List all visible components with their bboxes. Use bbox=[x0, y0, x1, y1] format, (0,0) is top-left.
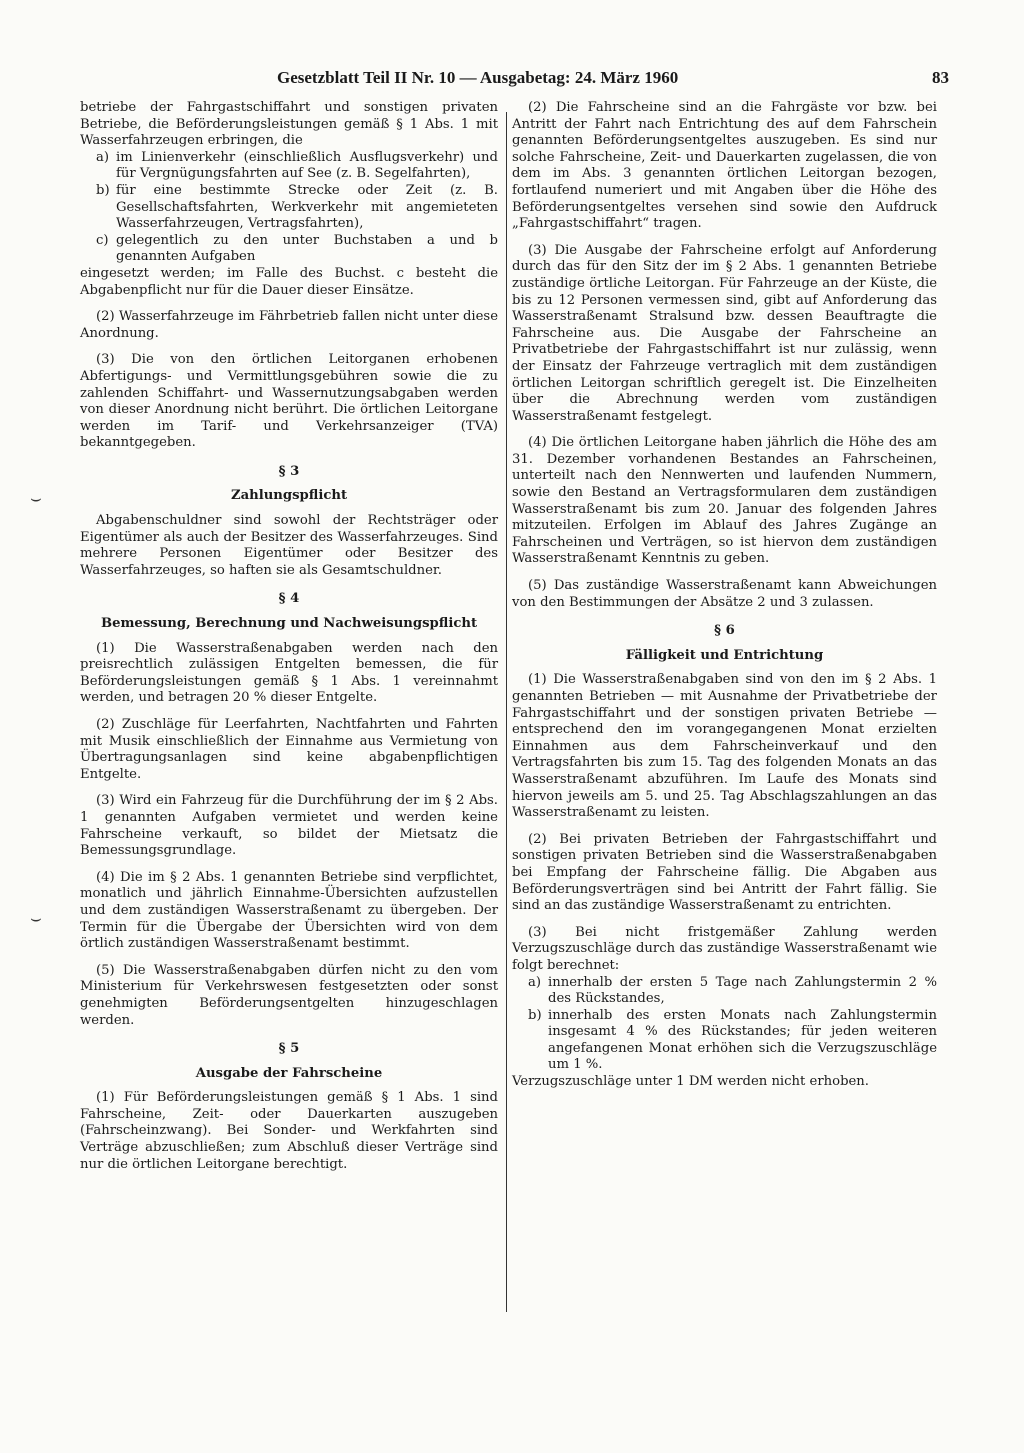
list-label: a) bbox=[96, 149, 110, 165]
list-label: c) bbox=[96, 232, 109, 248]
list-item bbox=[528, 975, 937, 1008]
right-column bbox=[512, 100, 937, 1101]
list-label: a) bbox=[528, 974, 542, 990]
list-label: b) bbox=[528, 1007, 542, 1023]
paragraph: (3) Bei nicht fristgemäßer Zahlung werden Verzugszuschläge durch das zuständige Wasserstraßenamt wie folgt berechnet: bbox=[512, 924, 937, 973]
list-item bbox=[528, 1008, 937, 1074]
paragraph: (5) Das zuständige Wasserstraßenamt kann Abweichungen von den Bestimmungen der Absätze 2 und 3 zulassen. bbox=[512, 578, 937, 610]
paragraph: (5) Die Wasserstraßenabgaben dürfen nicht zu den vom Ministerium für Verkehrswesen festgesetzten oder sonst genehmigten Beförderungsentgelten hinzugeschlagen werden. bbox=[80, 962, 498, 1028]
paragraph: (4) Die örtlichen Leitorgane haben jährlich die Höhe des am 31. Dezember vorhandenen Bestandes an Fahrscheinen, unterteilt nach den Nennwerten und laufenden Nummern, sowie den Bestand an Vertragsformularen dem zuständigen Wasserstraßenamt bis zum 20. Januar des folgenden Jahres mitzuteilen. Erfolgen im Ablauf des Jahres Zugänge an Fahrscheinen und Verträgen, so ist hiervon dem zuständigen Wasserstraßenamt Kenntnis zu geben. bbox=[512, 435, 937, 567]
paragraph: (3) Die Ausgabe der Fahrscheine erfolgt auf Anforderung durch das für den Sitz der im § 2 Abs. 1 genannten Betriebe zuständige örtliche Leitorgan. Für Fahrzeuge an der Küste, die bis zu 12 Personen vermessen sind, gibt auf Anforderung das Wasserstraßenamt Stralsund bzw. dessen Beauftragte die Fahrscheine aus. Die Ausgabe der Fahrscheine an Privatbetriebe der Fahrgastschiffahrt ist nur zulässig, wenn der Einsatz der Fahrzeuge vertraglich mit dem zuständigen örtlichen Leitorgan schriftlich geregelt ist. Die Einzelheiten über die Abrechnung werden vom zuständigen Wasserstraßenamt festgelegt. bbox=[512, 242, 937, 424]
gazette-title: Gesetzblatt Teil II Nr. 10 — Ausgabetag: 24. März 1960 bbox=[277, 68, 679, 87]
section-heading: Ausgabe der Fahrscheine bbox=[195, 1065, 383, 1081]
list-text: gelegentlich zu den unter Buchstaben a und b genannten Aufgaben bbox=[116, 232, 498, 265]
paragraph: (3) Die von den örtlichen Leitorganen erhobenen Abfertigungs- und Vermittlungsgebühren sowie die zu zahlenden Schiffahrt- und Wassernutzungsabgaben werden von dieser Anordnung nicht berührt. Die örtlichen Leitorgane werden im Tarif- und Verkehrsanzeiger (TVA) bekanntgegeben. bbox=[80, 352, 498, 451]
paragraph: (1) Die Wasserstraßenabgaben sind von den im § 2 Abs. 1 genannten Betrieben — mit Ausnahme der Privatbetriebe der Fahrgastschiffahrt und der sonstigen privaten Betriebe — entsprechend den im vorangegangenen Monat erzielten Einnahmen aus dem Fahrscheinverkauf und den Vertragsfahrten bis zum 15. Tag des folgenden Monats an das Wasserstraßenamt abzuführen. Im Laufe des Monats sind hiervon jeweils am 5. und 25. Tag Abschlagszahlungen an das Wasserstraßenamt zu leisten. bbox=[512, 672, 937, 821]
section-number: § 6 bbox=[714, 623, 735, 639]
list-text: innerhalb der ersten 5 Tage nach Zahlungstermin 2 % des Rückstandes, bbox=[548, 974, 937, 1007]
section-number: § 4 bbox=[278, 591, 300, 607]
paragraph: (1) Die Wasserstraßenabgaben werden nach den preisrechtlich zulässigen Entgelten bemessen, die für Beförderungsleistungen gemäß § 1 Abs. 1 vereinnahmt werden, und betragen 20 % dieser Entgelte. bbox=[80, 640, 498, 706]
section-heading: Bemessung, Berechnung und Nachweisungspflicht bbox=[100, 616, 478, 632]
margin-check-mark: ⌣ bbox=[30, 488, 42, 509]
paragraph: (2) Bei privaten Betrieben der Fahrgastschiffahrt und sonstigen privaten Betrieben sind die Wasserstraßenabgaben bei Empfang der Fahrscheine fällig. Die Abgaben aus Beförderungsverträgen sind bei Antritt der Fahrt fällig. Sie sind an das zuständige Wasserstraßenamt zu entrichten. bbox=[512, 831, 937, 914]
column-divider bbox=[506, 112, 507, 1312]
list-text: innerhalb des ersten Monats nach Zahlungstermin insgesamt 4 % des Rückstandes; für jeden weiteren angefangenen Monat erhöhen sich die Verzugszuschläge um 1 %. bbox=[548, 1007, 937, 1073]
section-number: § 5 bbox=[278, 1041, 300, 1057]
list-text: im Linienverkehr (einschließlich Ausflugsverkehr) und für Vergnügungsfahrten auf See (z. B. Segelfahrten), bbox=[116, 149, 498, 182]
list-item bbox=[96, 233, 498, 266]
list-item bbox=[96, 183, 498, 233]
left-column bbox=[80, 100, 498, 1183]
margin-check-mark: ⌣ bbox=[30, 908, 42, 929]
list-text: für eine bestimmte Strecke oder Zeit (z. B. Gesellschaftsfahrten, Werkverkehr mit angemieteten Wasserfahrzeugen, Vertragsfahrten), bbox=[116, 182, 498, 232]
paragraph: (2) Zuschläge für Leerfahrten, Nachtfahrten und Fahrten mit Musik einschließlich der Einnahme aus Vermietung von Übertragungsanlagen sind keine abgabenpflichtigen Entgelte. bbox=[80, 717, 498, 782]
paragraph: Verzugszuschläge unter 1 DM werden nicht erhoben. bbox=[512, 1074, 869, 1090]
page-header bbox=[277, 68, 949, 94]
paragraph: (2) Wasserfahrzeuge im Fährbetrieb fallen nicht unter diese Anordnung. bbox=[80, 309, 498, 341]
paragraph: (3) Wird ein Fahrzeug für die Durchführung der im § 2 Abs. 1 genannten Aufgaben vermietet und werden keine Fahrscheine verkauft, so bildet der Mietsatz die Bemessungsgrundlage. bbox=[80, 793, 498, 859]
paragraph: (2) Die Fahrscheine sind an die Fahrgäste vor bzw. bei Antritt der Fahrt nach Entrichtung des auf dem Fahrschein genannten Beförderungsentgeltes auszugeben. Es sind nur solche Fahrscheine, Zeit- und Dauerkarten zugelassen, die von dem im Abs. 3 genannten örtlichen Leitorgan bezogen, fortlaufend numeriert und mit Angaben über die Höhe des Beförderungsentgeltes versehen sind sowie den Aufdruck „Fahrgastschiffahrt“ tragen. bbox=[512, 100, 937, 232]
paragraph: (4) Die im § 2 Abs. 1 genannten Betriebe sind verpflichtet, monatlich und jährlich Einnahme-Übersichten aufzustellen und dem zuständigen Wasserstraßenamt zu übergeben. Der Termin für die Übergabe der Übersichten wird von dem örtlich zuständigen Wasserstraßenamt bestimmt. bbox=[80, 869, 498, 952]
list-item bbox=[96, 150, 498, 183]
section-heading: Zahlungspflicht bbox=[230, 488, 348, 504]
section-number: § 3 bbox=[278, 463, 300, 479]
paragraph: (1) Für Beförderungsleistungen gemäß § 1 Abs. 1 sind Fahrscheine, Zeit- oder Dauerkarten auszugeben (Fahrscheinzwang). Bei Sonder- und Werkfahrten sind Verträge abzuschließen; zum Abschluß dieser Verträge sind nur die örtlichen Leitorgane berechtigt. bbox=[80, 1090, 498, 1172]
page-number: 83 bbox=[932, 68, 949, 87]
section-heading: Fälligkeit und Entrichtung bbox=[625, 647, 824, 663]
paragraph: betriebe der Fahrgastschiffahrt und sonstigen privaten Betriebe, die Beförderungsleistungen gemäß § 1 Abs. 1 mit Wasserfahrzeugen erbringen, die bbox=[80, 100, 498, 149]
paragraph: eingesetzt werden; im Falle des Buchst. c besteht die Abgabenpflicht nur für die Dauer dieser Einsätze. bbox=[80, 265, 498, 298]
list-label: b) bbox=[96, 182, 110, 198]
paragraph: Abgabenschuldner sind sowohl der Rechtsträger oder Eigentümer als auch der Besitzer des Wasserfahrzeuges. Sind mehrere Personen Eigentümer oder Besitzer des Wasserfahrzeuges, so haften sie als Gesamtschuldner. bbox=[80, 513, 498, 578]
